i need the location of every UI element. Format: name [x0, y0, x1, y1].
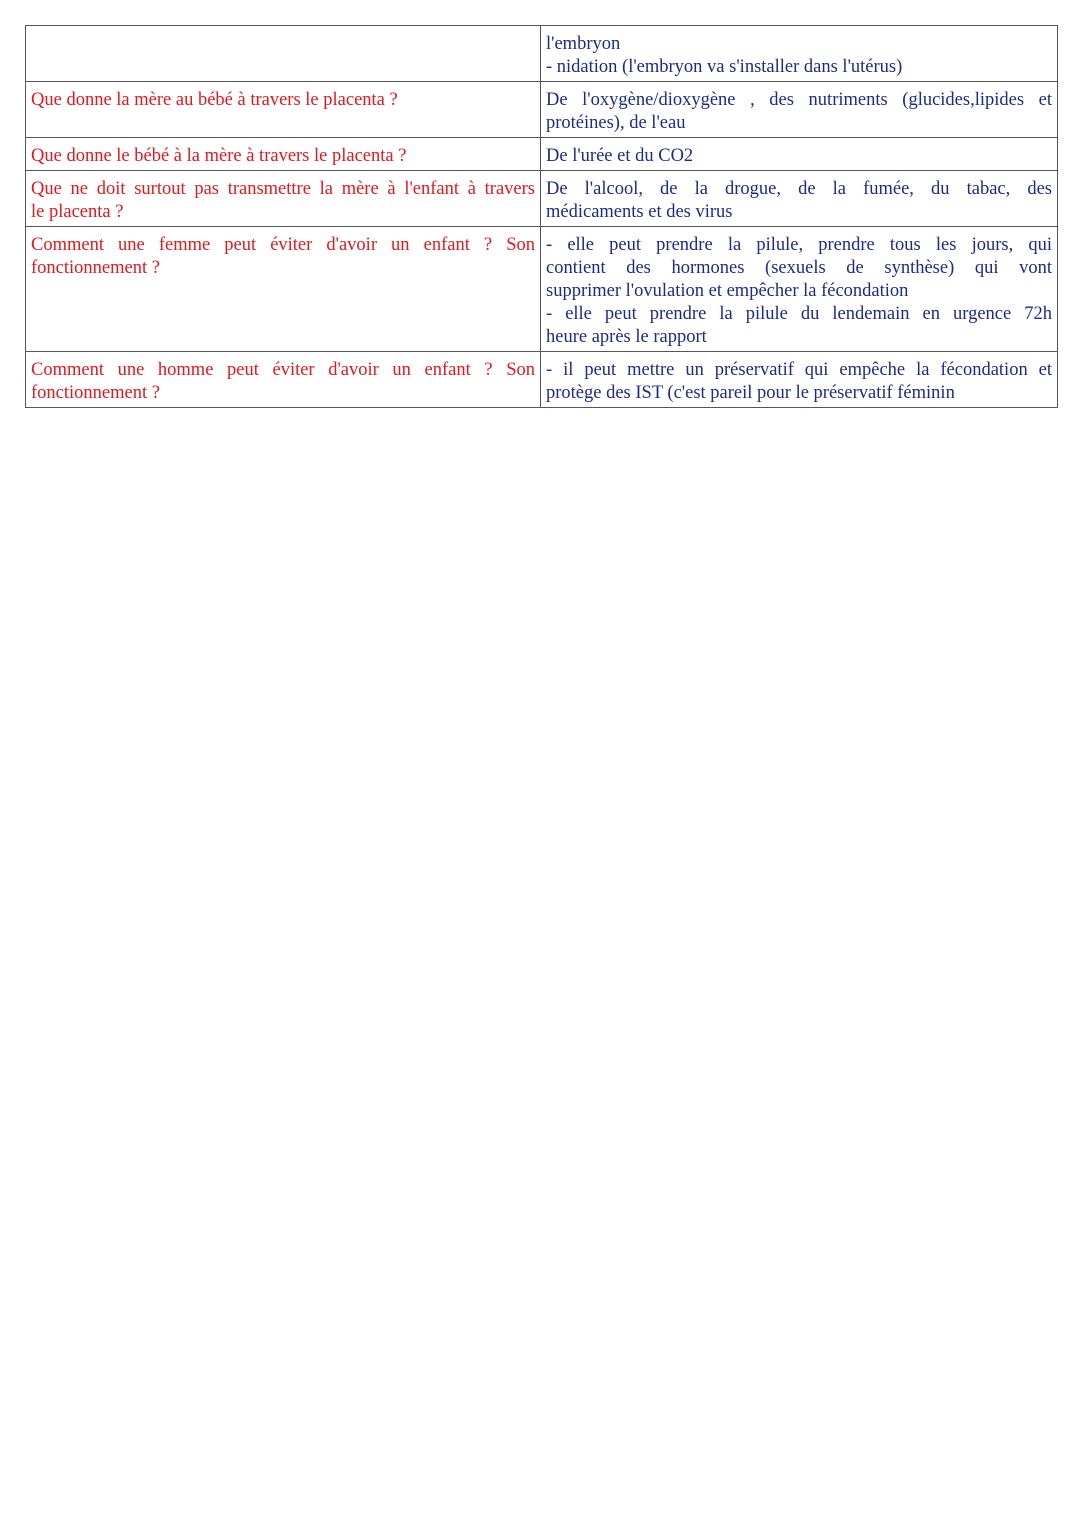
- answer-cell: [541, 26, 1058, 82]
- answer-line: - il peut mettre un préservatif qui empêche la fécondation et: [546, 360, 1052, 380]
- qa-table: [25, 25, 1058, 408]
- table-row: [26, 227, 1058, 352]
- question-line: Comment une femme peut éviter d'avoir un enfant ? Son: [31, 235, 535, 255]
- table-row: [26, 138, 1058, 171]
- question-line: Que ne doit surtout pas transmettre la mère à l'enfant à travers: [31, 179, 535, 199]
- answer-line: protège des IST (c'est pareil pour le préservatif féminin: [546, 383, 955, 403]
- answer-line: heure après le rapport: [546, 327, 707, 347]
- answer-cell: [541, 82, 1058, 138]
- answer-line: De l'urée et du CO2: [546, 146, 694, 166]
- question-cell: [26, 227, 541, 352]
- answer-line: l'embryon: [546, 34, 621, 54]
- answer-line: médicaments et des virus: [546, 202, 733, 222]
- answer-cell: [541, 138, 1058, 171]
- answer-cell: [541, 352, 1058, 408]
- answer-line: - elle peut prendre la pilule du lendemain en urgence 72h: [546, 304, 1052, 324]
- question-text: Que donne la mère au bébé à travers le placenta ?: [31, 90, 398, 110]
- question-cell: [26, 171, 541, 227]
- question-line: fonctionnement ?: [31, 383, 160, 403]
- question-cell: [26, 82, 541, 138]
- question-line: Comment une homme peut éviter d'avoir un enfant ? Son: [31, 360, 535, 380]
- question-cell: [26, 352, 541, 408]
- answer-cell: [541, 171, 1058, 227]
- answer-line: protéines), de l'eau: [546, 113, 686, 133]
- question-line: le placenta ?: [31, 202, 124, 222]
- table-row: [26, 352, 1058, 408]
- table-row: [26, 82, 1058, 138]
- document-page: [25, 25, 1055, 408]
- question-line: fonctionnement ?: [31, 258, 160, 278]
- question-text: Que donne le bébé à la mère à travers le placenta ?: [31, 146, 407, 166]
- question-cell: [26, 26, 541, 82]
- answer-line: - nidation (l'embryon va s'installer dans l'utérus): [546, 57, 903, 77]
- answer-line: contient des hormones (sexuels de synthèse) qui vont: [546, 258, 1052, 278]
- answer-line: De l'alcool, de la drogue, de la fumée, du tabac, des: [546, 179, 1052, 199]
- answer-line: De l'oxygène/dioxygène , des nutriments (glucides,lipides et: [546, 90, 1052, 110]
- table-row: [26, 171, 1058, 227]
- answer-line: supprimer l'ovulation et empêcher la fécondation: [546, 281, 909, 301]
- answer-cell: [541, 227, 1058, 352]
- answer-line: - elle peut prendre la pilule, prendre tous les jours, qui: [546, 235, 1052, 255]
- question-cell: [26, 138, 541, 171]
- table-row: [26, 26, 1058, 82]
